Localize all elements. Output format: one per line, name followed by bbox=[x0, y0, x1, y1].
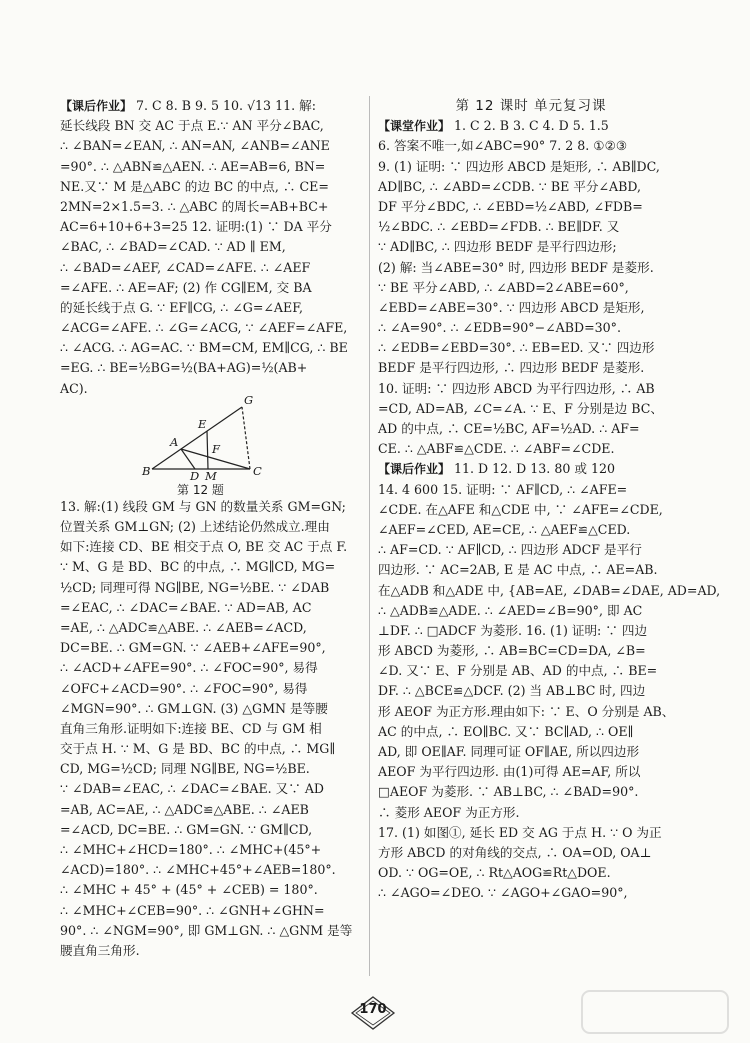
text-line: 6. 答案不唯一,如∠ABC=90° 7. 2 8. ①②③ bbox=[378, 138, 628, 154]
text-line: 9. (1) 证明: ∵ 四边形 ABCD 是矩形, ∴ AB∥DC, bbox=[378, 158, 660, 174]
text-line: ∠ACG=∠AFE. ∴ ∠G=∠ACG, ∵ ∠AEF=∠AFE, bbox=[60, 320, 348, 336]
text-line: 2MN=2×1.5=3. ∴ △ABC 的周长=AB+BC+ bbox=[60, 198, 329, 214]
text-line: 【课后作业】 7. C 8. B 9. 5 10. √13 11. 解: bbox=[60, 98, 316, 113]
text-line: 交于点 H. ∵ M、G 是 BD、BC 的中点, ∴ MG∥ bbox=[60, 741, 336, 757]
text-line: ∠BAC, ∴ ∠BAD=∠CAD. ∵ AD ∥ EM, bbox=[60, 239, 286, 255]
text-line: AC=6+10+6+3=25 12. 证明:(1) ∵ DA 平分 bbox=[60, 219, 332, 235]
text-line: ∠CDE. 在△AFE 和△CDE 中, ∵ ∠AFE=∠CDE, bbox=[378, 501, 663, 517]
text-line: ∴ ∠MHC+∠CEB=90°. ∴ ∠GNH+∠GHN= bbox=[60, 902, 325, 918]
text-line: ∴ ∠MHC + 45° + (45° + ∠CEB) = 180°. bbox=[60, 882, 318, 898]
text-line: ∠MGN=90°. ∴ GM⊥GN. (3) △GMN 是等腰 bbox=[60, 700, 328, 716]
watermark-logo bbox=[580, 989, 730, 1035]
section-tag: 【课后作业】 bbox=[60, 99, 133, 113]
text-line: AD∥BC, ∴ ∠ABD=∠CDB. ∵ BE 平分∠ABD, bbox=[378, 178, 642, 194]
text-line: 形 ABCD 为菱形, ∴ AB=BC=CD=DA, ∠B= bbox=[378, 643, 646, 659]
text-line: 10. 证明: ∵ 四边形 ABCD 为平行四边形, ∴ AB bbox=[378, 380, 655, 396]
text-line: ∵ BE 平分∠ABD, ∴ ∠ABD=2∠ABE=60°, bbox=[378, 279, 629, 295]
text-line: ∵ M、G 是 BD、BC 的中点, ∴ MG∥CD, MG= bbox=[60, 559, 336, 575]
text-line: BEDF 是平行四边形, ∴ 四边形 BEDF 是菱形. bbox=[378, 360, 645, 376]
point-label: G bbox=[244, 392, 254, 407]
text-line: ∴ ∠ACD+∠AFE=90°. ∴ ∠FOC=90°, 易得 bbox=[60, 660, 318, 676]
text-line: =∠ACD, DC=BE. ∴ GM=GN. ∵ GM∥CD, bbox=[60, 821, 313, 837]
point-label: B bbox=[142, 463, 151, 478]
text-line: 【课后作业】 11. D 12. D 13. 80 或 120 bbox=[378, 461, 615, 477]
text-line: 四边形. ∵ AC=2AB, E 是 AC 中点, ∴ AE=AB. bbox=[378, 562, 658, 578]
point-label: C bbox=[253, 463, 262, 478]
page-number: 170 bbox=[359, 1002, 387, 1017]
text-line: (2) 解: 当∠ABE=30° 时, 四边形 BEDF 是菱形. bbox=[378, 259, 654, 275]
text-line: =∠AFE. ∴ AE=AF; (2) 作 CG∥EM, 交 BA bbox=[60, 279, 312, 295]
text-line: ∴ ∠BAN=∠EAN, ∴ AN=AN, ∠ANB=∠ANE bbox=[60, 138, 330, 154]
text-line: ∴ ∠EDB=∠EBD=30°. ∴ EB=ED. 又∵ 四边形 bbox=[378, 340, 655, 356]
left-column bbox=[60, 96, 360, 961]
text-line: 如下:连接 CD、BE 相交于点 O, BE 交 AC 于点 F. bbox=[60, 539, 348, 555]
right-text bbox=[378, 116, 721, 903]
text-line: ∴ ∠ACG. ∴ AG=AC. ∵ BM=CM, EM∥CG, ∴ BE bbox=[60, 340, 348, 356]
text-line: ∵ ∠DAB=∠EAC, ∴ ∠DAC=∠BAE. 又∵ AD bbox=[60, 781, 325, 797]
text-line: 延长线段 BN 交 AC 于点 E.∵ AN 平分∠BAC, bbox=[60, 118, 324, 134]
text-line: 在△ADB 和△ADE 中, {AB=AE, ∠DAB=∠DAE, AD=AD, bbox=[378, 582, 721, 598]
text-line: CE. ∴ △ABF≌△CDE. ∴ ∠ABF=∠CDE. bbox=[378, 441, 615, 457]
text-line: 14. 4 600 15. 证明: ∵ AF∥CD, ∴ ∠AFE= bbox=[378, 481, 628, 497]
text-line: 13. 解:(1) 线段 GM 与 GN 的数量关系 GM=GN; bbox=[60, 498, 346, 514]
point-label: E bbox=[198, 416, 207, 431]
text-line: AC). bbox=[60, 380, 88, 396]
text-line: 方形 ABCD 的对角线的交点, ∴ OA=OD, OA⊥ bbox=[378, 844, 652, 860]
text-line: 形 AEOF 为正方形.理由如下: ∵ E、O 分别是 AB、 bbox=[378, 703, 675, 719]
text-line: =∠EAC, ∴ ∠DAC=∠BAE. ∵ AD=AB, AC bbox=[60, 599, 312, 615]
text-line: □AEOF 为菱形. ∵ AB⊥BC, ∴ ∠BAD=90°. bbox=[378, 784, 639, 800]
text-line: ∠D. 又∵ E、F 分别是 AB、AD 的中点, ∴ BE= bbox=[378, 663, 658, 679]
text-line: 17. (1) 如图①, 延长 ED 交 AG 于点 H. ∵ O 为正 bbox=[378, 824, 662, 840]
text-line: 位置关系 GM⊥GN; (2) 上述结论仍然成立.理由 bbox=[60, 519, 330, 534]
section-tag: 【课后作业】 bbox=[378, 462, 451, 477]
text-line: AEOF 为平行四边形. 由(1)可得 AE=AF, 所以 bbox=[378, 764, 641, 780]
text-line: DF. ∴ △BCE≌△DCF. (2) 当 AB⊥BC 时, 四边 bbox=[378, 683, 646, 699]
text-line: ∠ACD)=180°. ∴ ∠MHC+45°+∠AEB=180°. bbox=[60, 862, 336, 878]
point-label: F bbox=[212, 441, 220, 456]
text-line: DC=BE. ∴ GM=GN. ∵ ∠AEB+∠AFE=90°, bbox=[60, 640, 326, 656]
column-divider bbox=[369, 96, 370, 976]
text-line: ∴ 菱形 AEOF 为正方形. bbox=[378, 804, 520, 820]
text-line: ∴ ∠A=90°. ∴ ∠EDB=90°−∠ABD=30°. bbox=[378, 320, 621, 336]
right-column bbox=[378, 96, 721, 904]
text-line: OD. ∵ OG=OE, ∴ Rt△AOG≌Rt△DOE. bbox=[378, 865, 611, 881]
text-line: 腰直角三角形. bbox=[60, 942, 140, 958]
point-label: M bbox=[205, 468, 217, 483]
text-line: =90°. ∴ △ABN≌△AEN. ∴ AE=AB=6, BN= bbox=[60, 158, 326, 174]
figure-caption: 第 12 题 bbox=[177, 482, 224, 497]
text-line: 90°. ∴ ∠NGM=90°, 即 GM⊥GN. ∴ △GNM 是等 bbox=[60, 922, 353, 938]
left-text-before-figure bbox=[60, 96, 360, 399]
text-line: ∵ AD∥BC, ∴ 四边形 BEDF 是平行四边形; bbox=[378, 239, 617, 255]
figure-question-12 bbox=[60, 392, 360, 497]
text-line: ∴ △ADB≌△ADE. ∴ ∠AED=∠B=90°, 即 AC bbox=[378, 602, 643, 618]
point-label: D bbox=[190, 468, 200, 483]
text-line: ∠OFC+∠ACD=90°. ∴ ∠FOC=90°, 易得 bbox=[60, 680, 308, 696]
text-line: =AE, ∴ △ADC≌△ABE. ∴ ∠AEB=∠ACD, bbox=[60, 619, 307, 635]
text-line: =EG. ∴ BE=½BG=½(BA+AG)=½(AB+ bbox=[60, 360, 308, 376]
text-line: 的延长线于点 G. ∵ EF∥CG, ∴ ∠G=∠AEF, bbox=[60, 299, 304, 315]
text-line: ∠EBD=∠ABE=30°. ∵ 四边形 ABCD 是矩形, bbox=[378, 299, 645, 315]
point-label: A bbox=[170, 434, 179, 449]
text-line: ∴ AF=CD. ∵ AF∥CD, ∴ 四边形 ADCF 是平行 bbox=[378, 542, 642, 558]
left-text-after-figure bbox=[60, 497, 360, 961]
text-line: =CD, AD=AB, ∠C=∠A. ∵ E、F 分别是边 BC、 bbox=[378, 400, 663, 416]
text-line: ∴ ∠BAD=∠AEF, ∠CAD=∠AFE. ∴ ∠AEF bbox=[60, 259, 311, 275]
text-line: ∴ ∠MHC+∠HCD=180°. ∴ ∠MHC+(45°+ bbox=[60, 842, 322, 857]
text-line: NE.又∵ M 是△ABC 的边 BC 的中点, ∴ CE= bbox=[60, 178, 329, 194]
text-line: AD, 即 OE∥AF. 同理可证 OF∥AE, 所以四边形 bbox=[378, 744, 640, 759]
text-line: CD, MG=½CD; 同理 NG∥BE, NG=½BE. bbox=[60, 761, 310, 777]
section-title: 第 12 课时 单元复习课 bbox=[455, 98, 607, 114]
text-line: AC 的中点, ∴ EO∥BC. 又∵ BC∥AD, ∴ OE∥ bbox=[378, 723, 634, 739]
section-tag: 【课堂作业】 bbox=[378, 119, 451, 134]
text-line: AD 的中点, ∴ CE=½BC, AF=½AD. ∴ AF= bbox=[378, 421, 640, 436]
text-line: ⊥DF. ∴ □ADCF 为菱形. 16. (1) 证明: ∵ 四边 bbox=[378, 622, 648, 638]
text-line: ½∠BDC. ∴ ∠EBD=∠FDB. ∴ BE∥DF. 又 bbox=[378, 219, 620, 235]
text-line: =AB, AC=AE, ∴ △ADC≌△ABE. ∴ ∠AEB bbox=[60, 801, 309, 817]
text-line: ∴ ∠AGO=∠DEO. ∵ ∠AGO+∠GAO=90°, bbox=[378, 885, 628, 901]
text-line: ½CD; 同理可得 NG∥BE, NG=½BE. ∵ ∠DAB bbox=[60, 579, 330, 595]
text-line: ∠AEF=∠CED, AE=CE, ∴ △AEF≌△CED. bbox=[378, 521, 631, 537]
text-line: 【课堂作业】 1. C 2. B 3. C 4. D 5. 1.5 bbox=[378, 118, 609, 134]
text-line: DF 平分∠BDC, ∴ ∠EBD=½∠ABD, ∠FDB= bbox=[378, 198, 643, 214]
text-line: 直角三角形.证明如下:连接 BE、CD 与 GM 相 bbox=[60, 720, 322, 736]
